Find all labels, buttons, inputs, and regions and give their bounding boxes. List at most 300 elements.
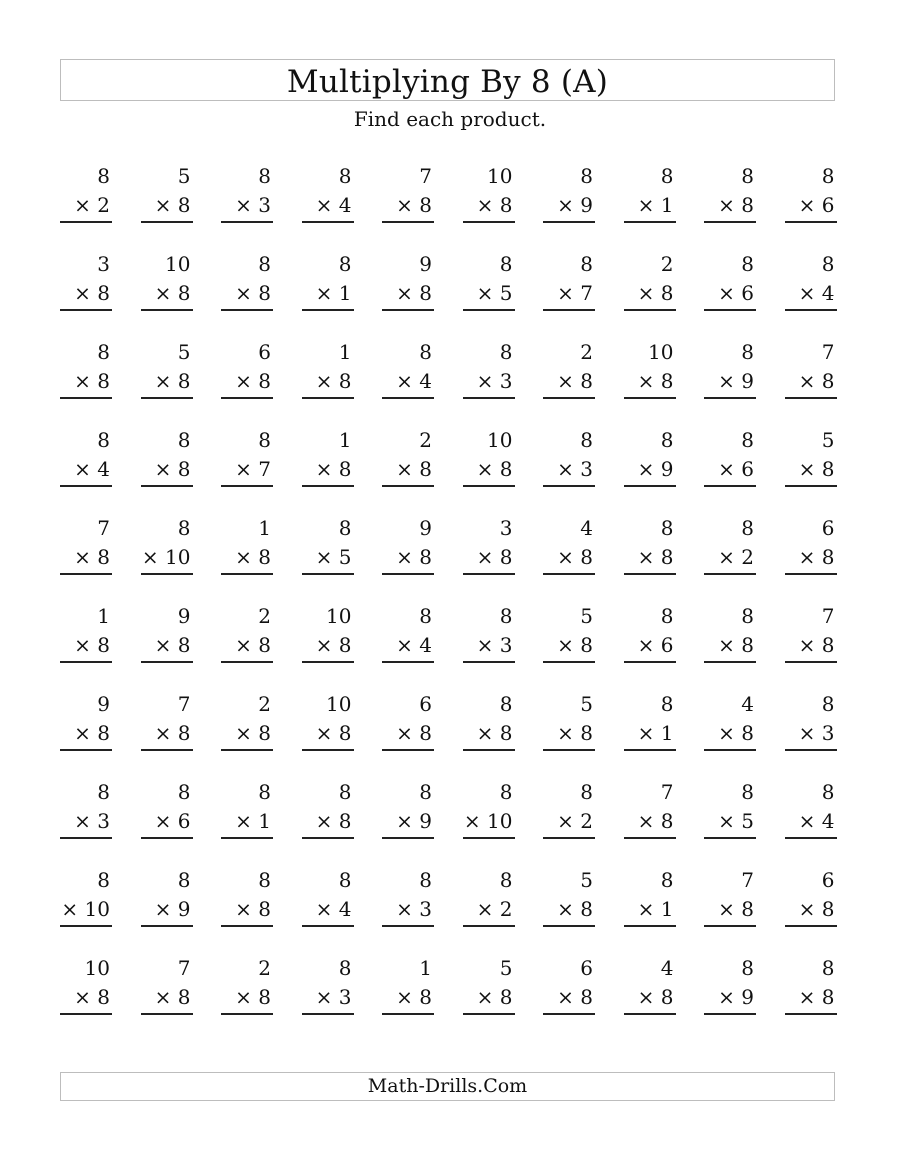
multiplication-problem (382, 162, 434, 250)
multiplier-with-sign: × 8 (785, 455, 837, 487)
multiplication-problem (704, 250, 756, 338)
multiplicand: 8 (338, 868, 352, 892)
multiplier-with-sign: × 8 (543, 631, 595, 663)
page-title: Multiplying By 8 (A) (286, 64, 609, 100)
multiplier-with-sign: × 8 (704, 631, 756, 663)
multiplier-with-sign: × 8 (221, 895, 273, 927)
multiplier-with-sign: × 8 (382, 719, 434, 751)
multiplier-with-sign: × 8 (221, 983, 273, 1015)
multiplicand: 1 (338, 340, 352, 364)
problem-row (60, 602, 840, 690)
multiplier-with-sign: × 5 (463, 279, 515, 311)
multiplicand: 8 (258, 252, 271, 276)
multiplicand: 8 (258, 868, 271, 892)
multiplier-with-sign: × 8 (141, 279, 193, 311)
multiplicand: 8 (97, 868, 110, 892)
multiplication-problem (704, 690, 756, 778)
multiplicand: 1 (338, 428, 352, 452)
multiplier-with-sign: × 1 (221, 807, 273, 839)
multiplicand: 6 (821, 868, 835, 892)
multiplier-with-sign: × 8 (785, 983, 837, 1015)
multiplicand: 8 (660, 164, 674, 188)
multiplier-with-sign: × 5 (302, 543, 354, 575)
multiplicand: 9 (97, 692, 110, 716)
multiplication-problem (302, 602, 354, 690)
multiplication-problem (60, 690, 112, 778)
multiplier-with-sign: × 4 (302, 191, 354, 223)
multiplier-with-sign: × 8 (60, 543, 112, 575)
multiplication-problem (624, 162, 676, 250)
multiplication-problem (543, 690, 595, 778)
multiplicand: 5 (177, 340, 191, 364)
multiplier-with-sign: × 8 (60, 719, 112, 751)
multiplication-problem (382, 690, 434, 778)
multiplication-problem (704, 514, 756, 602)
multiplication-problem (704, 866, 756, 954)
multiplicand: 5 (580, 868, 593, 892)
multiplier-with-sign: × 8 (624, 983, 676, 1015)
multiplier-with-sign: × 8 (382, 191, 434, 223)
multiplier-with-sign: × 7 (543, 279, 595, 311)
multiplicand: 5 (580, 692, 593, 716)
multiplier-with-sign: × 4 (302, 895, 354, 927)
multiplication-problem (785, 338, 837, 426)
multiplier-with-sign: × 2 (543, 807, 595, 839)
multiplication-problem (141, 778, 193, 866)
multiplicand: 8 (499, 340, 513, 364)
multiplier-with-sign: × 8 (543, 367, 595, 399)
multiplicand: 1 (258, 516, 271, 540)
multiplicand: 6 (821, 516, 835, 540)
multiplier-with-sign: × 9 (704, 367, 756, 399)
multiplicand: 8 (97, 780, 110, 804)
multiplicand: 3 (499, 516, 513, 540)
multiplicand: 2 (258, 692, 271, 716)
multiplicand: 6 (258, 340, 271, 364)
multiplication-problem (60, 778, 112, 866)
multiplicand: 4 (741, 692, 754, 716)
multiplier-with-sign: × 8 (221, 719, 273, 751)
multiplicand: 8 (338, 956, 352, 980)
problem-grid (60, 162, 840, 1042)
multiplier-with-sign: × 8 (302, 807, 354, 839)
multiplicand: 8 (580, 164, 593, 188)
multiplier-with-sign: × 3 (543, 455, 595, 487)
multiplicand: 8 (499, 868, 513, 892)
multiplicand: 4 (660, 956, 674, 980)
multiplicand: 8 (499, 604, 513, 628)
multiplication-problem (624, 426, 676, 514)
multiplicand: 2 (258, 604, 271, 628)
multiplication-problem (141, 250, 193, 338)
footer-text: Math-Drills.Com (367, 1075, 528, 1097)
multiplier-with-sign: × 8 (624, 279, 676, 311)
multiplication-problem (785, 162, 837, 250)
multiplication-problem (221, 514, 273, 602)
multiplication-problem (704, 162, 756, 250)
multiplication-problem (785, 602, 837, 690)
multiplicand: 8 (580, 428, 593, 452)
problem-row (60, 426, 840, 514)
multiplication-problem (463, 426, 515, 514)
multiplicand: 8 (338, 516, 352, 540)
multiplier-with-sign: × 8 (60, 631, 112, 663)
multiplier-with-sign: × 2 (60, 191, 112, 223)
multiplicand: 5 (580, 604, 593, 628)
multiplication-problem (221, 690, 273, 778)
multiplier-with-sign: × 3 (302, 983, 354, 1015)
multiplication-problem (624, 866, 676, 954)
multiplication-problem (60, 514, 112, 602)
multiplicand: 9 (177, 604, 191, 628)
multiplication-problem (382, 602, 434, 690)
multiplication-problem (463, 162, 515, 250)
multiplier-with-sign: × 8 (624, 367, 676, 399)
multiplicand: 8 (741, 780, 754, 804)
multiplication-problem (624, 338, 676, 426)
multiplier-with-sign: × 8 (382, 279, 434, 311)
multiplier-with-sign: × 5 (704, 807, 756, 839)
multiplier-with-sign: × 8 (543, 543, 595, 575)
multiplicand: 7 (741, 868, 754, 892)
multiplicand: 7 (660, 780, 674, 804)
multiplier-with-sign: × 8 (624, 807, 676, 839)
multiplier-with-sign: × 4 (60, 455, 112, 487)
multiplicand: 8 (258, 164, 271, 188)
multiplier-with-sign: × 9 (382, 807, 434, 839)
multiplicand: 8 (741, 164, 754, 188)
multiplicand: 8 (258, 428, 271, 452)
multiplication-problem (543, 778, 595, 866)
multiplier-with-sign: × 1 (624, 895, 676, 927)
multiplication-problem (221, 426, 273, 514)
multiplicand: 5 (821, 428, 835, 452)
multiplicand: 10 (165, 252, 191, 276)
multiplication-problem (785, 954, 837, 1042)
multiplicand: 8 (741, 428, 754, 452)
multiplicand: 8 (177, 868, 191, 892)
multiplicand: 1 (419, 956, 432, 980)
multiplicand: 8 (419, 604, 432, 628)
multiplication-problem (141, 866, 193, 954)
multiplication-problem (463, 514, 515, 602)
multiplier-with-sign: × 8 (463, 455, 515, 487)
multiplication-problem (382, 954, 434, 1042)
multiplicand: 6 (419, 692, 432, 716)
multiplier-with-sign: × 8 (704, 191, 756, 223)
multiplicand: 8 (741, 252, 754, 276)
multiplication-problem (704, 426, 756, 514)
multiplier-with-sign: × 8 (785, 543, 837, 575)
multiplier-with-sign: × 8 (543, 719, 595, 751)
multiplicand: 5 (177, 164, 191, 188)
multiplication-problem (463, 954, 515, 1042)
multiplication-problem (382, 778, 434, 866)
multiplier-with-sign: × 8 (302, 719, 354, 751)
multiplier-with-sign: × 8 (221, 631, 273, 663)
multiplicand: 2 (660, 252, 674, 276)
multiplicand: 7 (177, 956, 191, 980)
multiplication-problem (624, 250, 676, 338)
problem-row (60, 162, 840, 250)
multiplier-with-sign: × 4 (785, 279, 837, 311)
multiplicand: 5 (499, 956, 513, 980)
multiplier-with-sign: × 8 (543, 983, 595, 1015)
multiplicand: 7 (419, 164, 432, 188)
multiplier-with-sign: × 8 (221, 367, 273, 399)
multiplication-problem (785, 514, 837, 602)
problem-row (60, 338, 840, 426)
multiplier-with-sign: × 8 (60, 279, 112, 311)
multiplicand: 8 (177, 428, 191, 452)
multiplication-problem (785, 250, 837, 338)
multiplicand: 2 (258, 956, 271, 980)
multiplication-problem (302, 778, 354, 866)
multiplication-problem (60, 426, 112, 514)
multiplication-problem (463, 778, 515, 866)
multiplication-problem (141, 338, 193, 426)
multiplication-problem (221, 954, 273, 1042)
multiplication-problem (302, 250, 354, 338)
multiplication-problem (463, 866, 515, 954)
multiplier-with-sign: × 10 (463, 807, 515, 839)
multiplication-problem (60, 338, 112, 426)
multiplication-problem (302, 426, 354, 514)
multiplicand: 8 (499, 692, 513, 716)
multiplicand: 8 (821, 692, 835, 716)
multiplier-with-sign: × 8 (463, 543, 515, 575)
multiplier-with-sign: × 8 (382, 983, 434, 1015)
multiplicand: 8 (660, 428, 674, 452)
multiplication-problem (463, 602, 515, 690)
multiplication-problem (60, 250, 112, 338)
multiplicand: 8 (338, 164, 352, 188)
instruction-text: Find each product. (353, 107, 547, 131)
multiplier-with-sign: × 8 (463, 983, 515, 1015)
multiplication-problem (704, 338, 756, 426)
multiplication-problem (543, 866, 595, 954)
multiplication-problem (704, 778, 756, 866)
multiplication-problem (624, 690, 676, 778)
multiplier-with-sign: × 8 (141, 455, 193, 487)
multiplicand: 8 (741, 340, 754, 364)
multiplication-problem (543, 954, 595, 1042)
multiplication-problem (141, 426, 193, 514)
multiplication-problem (463, 250, 515, 338)
multiplication-problem (302, 162, 354, 250)
multiplication-problem (60, 866, 112, 954)
multiplication-problem (141, 514, 193, 602)
multiplicand: 8 (741, 516, 754, 540)
multiplicand: 3 (97, 252, 110, 276)
title-box (60, 59, 835, 101)
multiplication-problem (60, 162, 112, 250)
multiplicand: 8 (821, 956, 835, 980)
multiplier-with-sign: × 4 (785, 807, 837, 839)
multiplicand: 8 (97, 428, 110, 452)
multiplication-problem (141, 690, 193, 778)
multiplicand: 8 (97, 340, 110, 364)
multiplier-with-sign: × 8 (704, 719, 756, 751)
multiplicand: 10 (84, 956, 110, 980)
problem-row (60, 690, 840, 778)
multiplicand: 8 (580, 252, 593, 276)
multiplication-problem (543, 250, 595, 338)
multiplicand: 8 (177, 516, 191, 540)
multiplicand: 10 (487, 164, 513, 188)
multiplier-with-sign: × 8 (302, 455, 354, 487)
multiplication-problem (60, 954, 112, 1042)
multiplicand: 8 (660, 692, 674, 716)
multiplicand: 10 (487, 428, 513, 452)
multiplier-with-sign: × 9 (543, 191, 595, 223)
problem-row (60, 250, 840, 338)
multiplication-problem (141, 954, 193, 1042)
multiplier-with-sign: × 8 (543, 895, 595, 927)
multiplication-problem (221, 162, 273, 250)
multiplication-problem (785, 690, 837, 778)
multiplicand: 8 (338, 780, 352, 804)
multiplier-with-sign: × 6 (141, 807, 193, 839)
multiplier-with-sign: × 1 (624, 719, 676, 751)
multiplicand: 8 (821, 780, 835, 804)
multiplication-problem (624, 602, 676, 690)
multiplicand: 8 (580, 780, 593, 804)
multiplication-problem (382, 426, 434, 514)
multiplier-with-sign: × 8 (141, 719, 193, 751)
multiplier-with-sign: × 3 (60, 807, 112, 839)
multiplication-problem (785, 866, 837, 954)
multiplicand: 8 (419, 340, 432, 364)
multiplication-problem (382, 250, 434, 338)
multiplier-with-sign: × 8 (463, 191, 515, 223)
problem-row (60, 954, 840, 1042)
multiplicand: 7 (97, 516, 110, 540)
multiplicand: 8 (660, 516, 674, 540)
multiplication-problem (785, 426, 837, 514)
multiplier-with-sign: × 1 (302, 279, 354, 311)
multiplicand: 9 (419, 516, 432, 540)
multiplier-with-sign: × 2 (463, 895, 515, 927)
multiplication-problem (543, 338, 595, 426)
multiplication-problem (302, 954, 354, 1042)
multiplication-problem (543, 602, 595, 690)
multiplicand: 9 (419, 252, 432, 276)
multiplier-with-sign: × 8 (302, 631, 354, 663)
multiplication-problem (302, 690, 354, 778)
multiplicand: 6 (580, 956, 593, 980)
multiplication-problem (543, 162, 595, 250)
multiplier-with-sign: × 8 (704, 895, 756, 927)
multiplier-with-sign: × 9 (704, 983, 756, 1015)
multiplication-problem (221, 250, 273, 338)
multiplier-with-sign: × 9 (141, 895, 193, 927)
multiplication-problem (704, 602, 756, 690)
multiplicand: 8 (821, 164, 835, 188)
multiplier-with-sign: × 10 (60, 895, 112, 927)
multiplicand: 7 (821, 604, 835, 628)
footer-box (60, 1072, 835, 1101)
multiplicand: 8 (741, 604, 754, 628)
multiplicand: 4 (580, 516, 593, 540)
multiplier-with-sign: × 3 (785, 719, 837, 751)
problem-row (60, 866, 840, 954)
multiplier-with-sign: × 8 (785, 631, 837, 663)
multiplicand: 10 (326, 692, 352, 716)
multiplication-problem (221, 866, 273, 954)
multiplier-with-sign: × 8 (141, 367, 193, 399)
multiplier-with-sign: × 10 (141, 543, 193, 575)
multiplication-problem (382, 338, 434, 426)
multiplier-with-sign: × 2 (704, 543, 756, 575)
multiplication-problem (302, 514, 354, 602)
multiplicand: 8 (419, 868, 432, 892)
multiplicand: 2 (580, 340, 593, 364)
multiplier-with-sign: × 8 (221, 543, 273, 575)
multiplicand: 8 (499, 252, 513, 276)
multiplier-with-sign: × 7 (221, 455, 273, 487)
multiplier-with-sign: × 6 (624, 631, 676, 663)
multiplier-with-sign: × 8 (382, 543, 434, 575)
multiplier-with-sign: × 3 (463, 367, 515, 399)
multiplier-with-sign: × 8 (382, 455, 434, 487)
multiplier-with-sign: × 4 (382, 631, 434, 663)
multiplication-problem (704, 954, 756, 1042)
multiplication-problem (60, 602, 112, 690)
multiplicand: 8 (660, 868, 674, 892)
multiplication-problem (463, 338, 515, 426)
multiplier-with-sign: × 8 (302, 367, 354, 399)
multiplication-problem (543, 514, 595, 602)
multiplier-with-sign: × 4 (382, 367, 434, 399)
multiplier-with-sign: × 9 (624, 455, 676, 487)
multiplier-with-sign: × 8 (141, 983, 193, 1015)
multiplier-with-sign: × 8 (463, 719, 515, 751)
multiplier-with-sign: × 8 (624, 543, 676, 575)
multiplier-with-sign: × 6 (704, 455, 756, 487)
multiplier-with-sign: × 8 (60, 367, 112, 399)
multiplicand: 8 (499, 780, 513, 804)
multiplication-problem (141, 162, 193, 250)
multiplicand: 8 (821, 252, 835, 276)
multiplication-problem (624, 514, 676, 602)
multiplicand: 10 (648, 340, 674, 364)
multiplicand: 10 (326, 604, 352, 628)
multiplicand: 8 (660, 604, 674, 628)
multiplicand: 2 (419, 428, 432, 452)
multiplier-with-sign: × 3 (382, 895, 434, 927)
multiplication-problem (624, 778, 676, 866)
multiplicand: 7 (177, 692, 191, 716)
multiplier-with-sign: × 8 (141, 631, 193, 663)
multiplicand: 8 (338, 252, 352, 276)
multiplier-with-sign: × 6 (704, 279, 756, 311)
multiplicand: 8 (97, 164, 110, 188)
multiplication-problem (221, 338, 273, 426)
multiplication-problem (221, 778, 273, 866)
multiplicand: 1 (97, 604, 110, 628)
multiplicand: 8 (258, 780, 271, 804)
multiplier-with-sign: × 3 (221, 191, 273, 223)
multiplicand: 8 (419, 780, 432, 804)
multiplier-with-sign: × 8 (221, 279, 273, 311)
problem-row (60, 778, 840, 866)
multiplicand: 8 (177, 780, 191, 804)
multiplication-problem (302, 866, 354, 954)
multiplication-problem (785, 778, 837, 866)
multiplier-with-sign: × 8 (785, 367, 837, 399)
multiplier-with-sign: × 6 (785, 191, 837, 223)
